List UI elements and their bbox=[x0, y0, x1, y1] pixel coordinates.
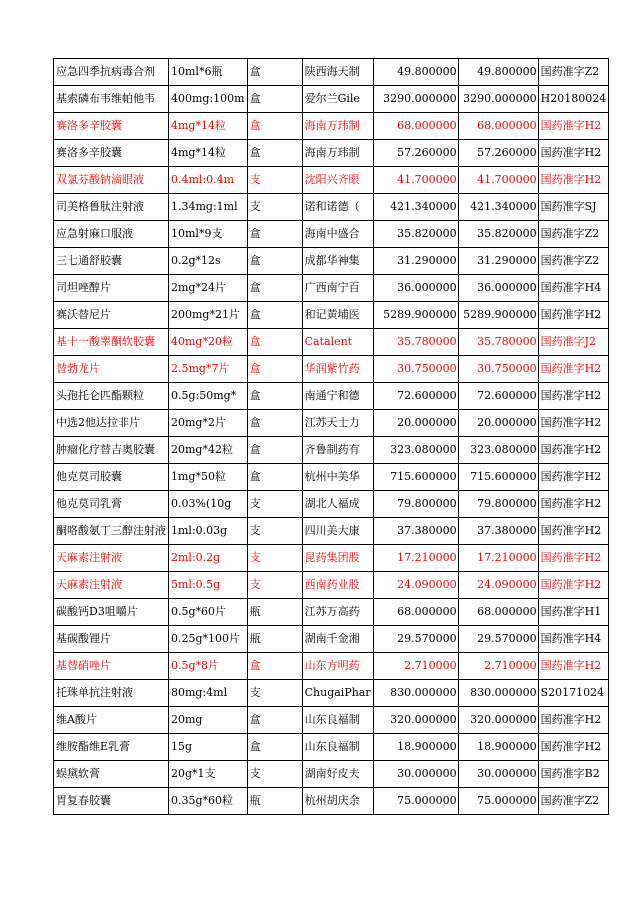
manufacturer-cell: 爱尔兰Gile bbox=[302, 86, 373, 113]
manufacturer-cell: 杭州中美华 bbox=[302, 464, 373, 491]
spec-cell: 80mg:4ml bbox=[169, 680, 248, 707]
drug-name-cell: 基十一酸睾酮软胶囊 bbox=[54, 329, 169, 356]
manufacturer-cell: 沈阳兴齐眼 bbox=[302, 167, 373, 194]
approval-number-cell: 国药准字Z2 bbox=[538, 788, 609, 815]
price-cell: 36.000000 bbox=[458, 275, 538, 302]
spec-cell: 1mg*50粒 bbox=[169, 464, 248, 491]
drug-name-cell: 三七通舒胶囊 bbox=[54, 248, 169, 275]
spec-cell: 40mg*20粒 bbox=[169, 329, 248, 356]
unit-cell: 盒 bbox=[247, 86, 302, 113]
approval-number-cell: 国药准字H2 bbox=[538, 734, 609, 761]
spec-cell: 200mg*21片 bbox=[169, 302, 248, 329]
price-cell: 323.080000 bbox=[458, 437, 538, 464]
spec-cell: 0.03%(10g bbox=[169, 491, 248, 518]
unit-cell: 瓶 bbox=[247, 788, 302, 815]
price-cell: 5289.900000 bbox=[373, 302, 458, 329]
spec-cell: 2.5mg*7片 bbox=[169, 356, 248, 383]
manufacturer-cell: 海南万玮制 bbox=[302, 140, 373, 167]
spec-cell: 2ml:0.2g bbox=[169, 545, 248, 572]
manufacturer-cell: 江苏天士力 bbox=[302, 410, 373, 437]
manufacturer-cell: 杭州胡庆余 bbox=[302, 788, 373, 815]
approval-number-cell: 国药准字Z2 bbox=[538, 248, 609, 275]
unit-cell: 支 bbox=[247, 761, 302, 788]
table-row bbox=[54, 275, 609, 302]
price-cell: 30.750000 bbox=[373, 356, 458, 383]
drug-price-table bbox=[53, 58, 609, 815]
unit-cell: 盒 bbox=[247, 275, 302, 302]
approval-number-cell: 国药准字H2 bbox=[538, 140, 609, 167]
manufacturer-cell: 华润紫竹药 bbox=[302, 356, 373, 383]
spec-cell: 20mg*2片 bbox=[169, 410, 248, 437]
price-cell: 2.710000 bbox=[373, 653, 458, 680]
unit-cell: 支 bbox=[247, 545, 302, 572]
unit-cell: 瓶 bbox=[247, 626, 302, 653]
drug-name-cell: 蜈黛软膏 bbox=[54, 761, 169, 788]
price-cell: 17.210000 bbox=[373, 545, 458, 572]
drug-name-cell: 中选2他达拉非片 bbox=[54, 410, 169, 437]
drug-name-cell: 应急四季抗病毒合剂 bbox=[54, 59, 169, 86]
drug-name-cell: 碳酸钙D3咀嚼片 bbox=[54, 599, 169, 626]
spec-cell: 400mg:100m bbox=[169, 86, 248, 113]
spec-cell: 4mg*14粒 bbox=[169, 140, 248, 167]
manufacturer-cell: 江苏万高药 bbox=[302, 599, 373, 626]
price-cell: 35.820000 bbox=[373, 221, 458, 248]
manufacturer-cell: 四川美大康 bbox=[302, 518, 373, 545]
price-cell: 20.000000 bbox=[458, 410, 538, 437]
table-row bbox=[54, 194, 609, 221]
price-cell: 30.000000 bbox=[373, 761, 458, 788]
table-row bbox=[54, 761, 609, 788]
table-row bbox=[54, 626, 609, 653]
manufacturer-cell: 成都华神集 bbox=[302, 248, 373, 275]
price-cell: 320.000000 bbox=[373, 707, 458, 734]
table-row bbox=[54, 437, 609, 464]
spec-cell: 0.5g*8片 bbox=[169, 653, 248, 680]
price-cell: 75.000000 bbox=[458, 788, 538, 815]
price-cell: 715.600000 bbox=[373, 464, 458, 491]
drug-name-cell: 替勃龙片 bbox=[54, 356, 169, 383]
manufacturer-cell: 昆药集团股 bbox=[302, 545, 373, 572]
approval-number-cell: S20171024 bbox=[538, 680, 609, 707]
unit-cell: 盒 bbox=[247, 221, 302, 248]
approval-number-cell: 国药准字H2 bbox=[538, 383, 609, 410]
price-cell: 37.380000 bbox=[373, 518, 458, 545]
unit-cell: 盒 bbox=[247, 302, 302, 329]
table-row bbox=[54, 464, 609, 491]
approval-number-cell: 国药准字H2 bbox=[538, 356, 609, 383]
drug-name-cell: 赛洛多辛胶囊 bbox=[54, 113, 169, 140]
drug-name-cell: 应急射麻口服液 bbox=[54, 221, 169, 248]
price-cell: 29.570000 bbox=[373, 626, 458, 653]
table-row bbox=[54, 113, 609, 140]
price-cell: 35.780000 bbox=[458, 329, 538, 356]
table-row bbox=[54, 329, 609, 356]
drug-name-cell: 酮咯酸氨丁三醇注射液 bbox=[54, 518, 169, 545]
spec-cell: 1.34mg:1ml bbox=[169, 194, 248, 221]
price-cell: 421.340000 bbox=[458, 194, 538, 221]
drug-name-cell: 赛沃替尼片 bbox=[54, 302, 169, 329]
drug-name-cell: 双氯芬酸钠滴眼液 bbox=[54, 167, 169, 194]
unit-cell: 盒 bbox=[247, 140, 302, 167]
table-row bbox=[54, 545, 609, 572]
price-cell: 20.000000 bbox=[373, 410, 458, 437]
spec-cell: 20mg*42粒 bbox=[169, 437, 248, 464]
table-row bbox=[54, 302, 609, 329]
price-cell: 31.290000 bbox=[458, 248, 538, 275]
approval-number-cell: 国药准字H2 bbox=[538, 113, 609, 140]
manufacturer-cell: 湖南千金湘 bbox=[302, 626, 373, 653]
price-cell: 37.380000 bbox=[458, 518, 538, 545]
price-cell: 68.000000 bbox=[373, 599, 458, 626]
approval-number-cell: 国药准字H2 bbox=[538, 464, 609, 491]
spec-cell: 0.4ml:0.4m bbox=[169, 167, 248, 194]
price-cell: 320.000000 bbox=[458, 707, 538, 734]
price-cell: 29.570000 bbox=[458, 626, 538, 653]
table-row bbox=[54, 167, 609, 194]
unit-cell: 支 bbox=[247, 194, 302, 221]
drug-name-cell: 维胺酯维E乳膏 bbox=[54, 734, 169, 761]
price-cell: 68.000000 bbox=[458, 599, 538, 626]
price-cell: 35.820000 bbox=[458, 221, 538, 248]
approval-number-cell: H20180024 bbox=[538, 86, 609, 113]
price-cell: 79.800000 bbox=[458, 491, 538, 518]
approval-number-cell: 国药准字H2 bbox=[538, 302, 609, 329]
price-cell: 35.780000 bbox=[373, 329, 458, 356]
price-cell: 421.340000 bbox=[373, 194, 458, 221]
table-row bbox=[54, 59, 609, 86]
spec-cell: 0.35g*60粒 bbox=[169, 788, 248, 815]
spec-cell: 20g*1支 bbox=[169, 761, 248, 788]
price-cell: 17.210000 bbox=[458, 545, 538, 572]
approval-number-cell: 国药准字H2 bbox=[538, 518, 609, 545]
approval-number-cell: 国药准字J2 bbox=[538, 329, 609, 356]
price-cell: 49.800000 bbox=[373, 59, 458, 86]
unit-cell: 盒 bbox=[247, 356, 302, 383]
spec-cell: 2mg*24片 bbox=[169, 275, 248, 302]
price-cell: 24.090000 bbox=[458, 572, 538, 599]
table-row bbox=[54, 680, 609, 707]
table-row bbox=[54, 410, 609, 437]
approval-number-cell: 国药准字H2 bbox=[538, 572, 609, 599]
unit-cell: 盒 bbox=[247, 653, 302, 680]
spec-cell: 20mg bbox=[169, 707, 248, 734]
table-row bbox=[54, 248, 609, 275]
price-cell: 830.000000 bbox=[458, 680, 538, 707]
unit-cell: 盒 bbox=[247, 59, 302, 86]
unit-cell: 盒 bbox=[247, 113, 302, 140]
approval-number-cell: 国药准字H2 bbox=[538, 545, 609, 572]
approval-number-cell: 国药准字H2 bbox=[538, 707, 609, 734]
spec-cell: 4mg*14粒 bbox=[169, 113, 248, 140]
table-body bbox=[54, 59, 609, 815]
spec-cell: 0.5g*60片 bbox=[169, 599, 248, 626]
unit-cell: 瓶 bbox=[247, 599, 302, 626]
spec-cell: 0.5g:50mg* bbox=[169, 383, 248, 410]
price-cell: 2.710000 bbox=[458, 653, 538, 680]
price-cell: 24.090000 bbox=[373, 572, 458, 599]
price-cell: 79.800000 bbox=[373, 491, 458, 518]
table-row bbox=[54, 518, 609, 545]
manufacturer-cell: 南通宁和德 bbox=[302, 383, 373, 410]
manufacturer-cell: 海南万玮制 bbox=[302, 113, 373, 140]
price-cell: 41.700000 bbox=[373, 167, 458, 194]
manufacturer-cell: Catalent bbox=[302, 329, 373, 356]
price-cell: 30.000000 bbox=[458, 761, 538, 788]
approval-number-cell: 国药准字H2 bbox=[538, 167, 609, 194]
table-row bbox=[54, 653, 609, 680]
unit-cell: 盒 bbox=[247, 248, 302, 275]
table-row bbox=[54, 221, 609, 248]
approval-number-cell: 国药准字H4 bbox=[538, 275, 609, 302]
price-cell: 31.290000 bbox=[373, 248, 458, 275]
manufacturer-cell: 海南中盛合 bbox=[302, 221, 373, 248]
spec-cell: 5ml:0.5g bbox=[169, 572, 248, 599]
unit-cell: 盒 bbox=[247, 707, 302, 734]
drug-name-cell: 胃复春胶囊 bbox=[54, 788, 169, 815]
drug-name-cell: 他克莫司乳膏 bbox=[54, 491, 169, 518]
manufacturer-cell: 齐鲁制药有 bbox=[302, 437, 373, 464]
unit-cell: 支 bbox=[247, 491, 302, 518]
price-cell: 57.260000 bbox=[373, 140, 458, 167]
table-row bbox=[54, 383, 609, 410]
unit-cell: 盒 bbox=[247, 734, 302, 761]
price-cell: 18.900000 bbox=[373, 734, 458, 761]
drug-name-cell: 司坦唑醇片 bbox=[54, 275, 169, 302]
drug-name-cell: 赛洛多辛胶囊 bbox=[54, 140, 169, 167]
spec-cell: 0.25g*100片 bbox=[169, 626, 248, 653]
price-cell: 5289.900000 bbox=[458, 302, 538, 329]
price-cell: 3290.000000 bbox=[373, 86, 458, 113]
price-cell: 72.600000 bbox=[373, 383, 458, 410]
price-cell: 41.700000 bbox=[458, 167, 538, 194]
spec-cell: 0.2g*12s bbox=[169, 248, 248, 275]
table-row bbox=[54, 599, 609, 626]
unit-cell: 盒 bbox=[247, 383, 302, 410]
price-cell: 72.600000 bbox=[458, 383, 538, 410]
approval-number-cell: 国药准字H1 bbox=[538, 599, 609, 626]
price-cell: 68.000000 bbox=[373, 113, 458, 140]
price-cell: 30.750000 bbox=[458, 356, 538, 383]
unit-cell: 支 bbox=[247, 572, 302, 599]
price-cell: 18.900000 bbox=[458, 734, 538, 761]
price-cell: 36.000000 bbox=[373, 275, 458, 302]
approval-number-cell: 国药准字H2 bbox=[538, 491, 609, 518]
unit-cell: 盒 bbox=[247, 464, 302, 491]
approval-number-cell: 国药准字Z2 bbox=[538, 221, 609, 248]
drug-name-cell: 基替硝唑片 bbox=[54, 653, 169, 680]
drug-name-cell: 头孢托仑匹酯颗粒 bbox=[54, 383, 169, 410]
manufacturer-cell: 诺和诺德（ bbox=[302, 194, 373, 221]
price-cell: 57.260000 bbox=[458, 140, 538, 167]
drug-name-cell: 基碳酸锂片 bbox=[54, 626, 169, 653]
spec-cell: 10ml*9支 bbox=[169, 221, 248, 248]
manufacturer-cell: 湖南好皮夫 bbox=[302, 761, 373, 788]
manufacturer-cell: 湖北人福成 bbox=[302, 491, 373, 518]
manufacturer-cell: 和记黄埔医 bbox=[302, 302, 373, 329]
manufacturer-cell: 广西南宁百 bbox=[302, 275, 373, 302]
drug-name-cell: 托珠单抗注射液 bbox=[54, 680, 169, 707]
table-row bbox=[54, 140, 609, 167]
unit-cell: 支 bbox=[247, 680, 302, 707]
table-row bbox=[54, 86, 609, 113]
table-row bbox=[54, 491, 609, 518]
drug-name-cell: 肿瘤化疗替吉奥胶囊 bbox=[54, 437, 169, 464]
approval-number-cell: 国药准字SJ bbox=[538, 194, 609, 221]
spec-cell: 15g bbox=[169, 734, 248, 761]
approval-number-cell: 国药准字H2 bbox=[538, 410, 609, 437]
manufacturer-cell: ChugaiPhar bbox=[302, 680, 373, 707]
table-row bbox=[54, 572, 609, 599]
manufacturer-cell: 山东良福制 bbox=[302, 734, 373, 761]
manufacturer-cell: 西南药业股 bbox=[302, 572, 373, 599]
price-cell: 75.000000 bbox=[373, 788, 458, 815]
approval-number-cell: 国药准字H2 bbox=[538, 437, 609, 464]
drug-name-cell: 司美格鲁肽注射液 bbox=[54, 194, 169, 221]
approval-number-cell: 国药准字Z2 bbox=[538, 59, 609, 86]
drug-name-cell: 天麻素注射液 bbox=[54, 572, 169, 599]
spec-cell: 10ml*6瓶 bbox=[169, 59, 248, 86]
manufacturer-cell: 山东方明药 bbox=[302, 653, 373, 680]
manufacturer-cell: 陕西海天制 bbox=[302, 59, 373, 86]
price-cell: 323.080000 bbox=[373, 437, 458, 464]
unit-cell: 支 bbox=[247, 167, 302, 194]
unit-cell: 盒 bbox=[247, 410, 302, 437]
drug-name-cell: 基索磷布韦维帕他韦 bbox=[54, 86, 169, 113]
approval-number-cell: 国药准字B2 bbox=[538, 761, 609, 788]
approval-number-cell: 国药准字H2 bbox=[538, 653, 609, 680]
unit-cell: 支 bbox=[247, 518, 302, 545]
drug-name-cell: 维A酸片 bbox=[54, 707, 169, 734]
price-cell: 3290.000000 bbox=[458, 86, 538, 113]
price-cell: 49.800000 bbox=[458, 59, 538, 86]
price-cell: 715.600000 bbox=[458, 464, 538, 491]
approval-number-cell: 国药准字H4 bbox=[538, 626, 609, 653]
price-cell: 830.000000 bbox=[373, 680, 458, 707]
unit-cell: 盒 bbox=[247, 329, 302, 356]
table-row bbox=[54, 707, 609, 734]
drug-name-cell: 他克莫司胶囊 bbox=[54, 464, 169, 491]
price-cell: 68.000000 bbox=[458, 113, 538, 140]
table-row bbox=[54, 788, 609, 815]
table-row bbox=[54, 734, 609, 761]
spec-cell: 1ml:0.03g bbox=[169, 518, 248, 545]
unit-cell: 盒 bbox=[247, 437, 302, 464]
table-row bbox=[54, 356, 609, 383]
drug-name-cell: 天麻素注射液 bbox=[54, 545, 169, 572]
manufacturer-cell: 山东良福制 bbox=[302, 707, 373, 734]
